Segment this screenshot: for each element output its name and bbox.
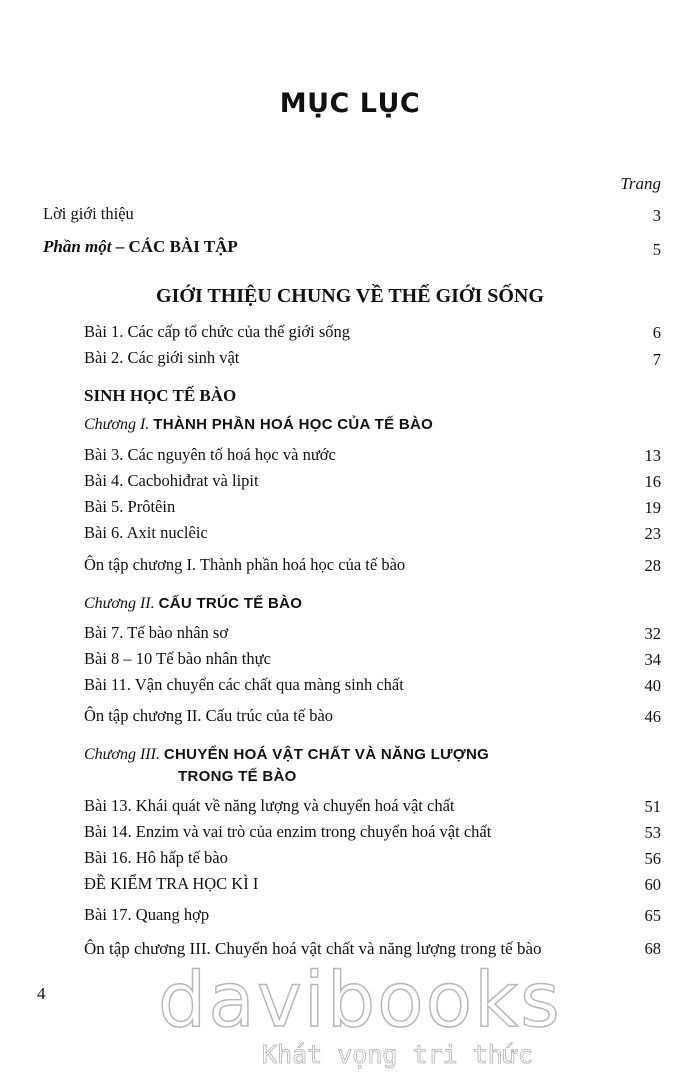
- toc-page: 23: [644, 524, 661, 543]
- section-heading-intro: GIỚI THIỆU CHUNG VỀ THẾ GIỚI SỐNG: [156, 285, 544, 307]
- toc-page: 32: [644, 624, 661, 643]
- toc-entry: Ôn tập chương II. Cấu trúc của tế bào: [84, 706, 334, 725]
- chapter-heading-3: [84, 746, 489, 764]
- watermark-slogan: Khát vọng tri thức: [262, 1040, 533, 1069]
- chapter-heading-1: [84, 416, 433, 434]
- part-label: Phần một: [43, 237, 112, 256]
- toc-entry: Bài 11. Vận chuyển các chất qua màng sinh chất: [84, 675, 404, 694]
- toc-entry: ĐỀ KIỂM TRA HỌC KÌ I: [84, 874, 259, 893]
- toc-page-intro: 3: [652, 206, 661, 225]
- chapter-label: Chương III.: [84, 746, 160, 763]
- toc-entry: Bài 4. Cacbohiđrat và lipit: [84, 471, 259, 490]
- toc-page: 28: [644, 556, 661, 575]
- toc-page: 6: [652, 323, 661, 342]
- toc-entry: Bài 16. Hô hấp tế bào: [84, 848, 228, 867]
- toc-entry: Bài 7. Tế bào nhân sơ: [84, 623, 229, 642]
- toc-page: 40: [644, 676, 661, 695]
- toc-page: 19: [644, 498, 661, 517]
- chapter-label: Chương I.: [84, 416, 150, 433]
- toc-page: 51: [644, 797, 661, 816]
- toc-entry-intro: Lời giới thiệu: [43, 204, 134, 223]
- toc-entry: Ôn tập chương III. Chuyển hoá vật chất và năng lượng trong tế bào: [84, 939, 542, 958]
- part-heading: [43, 237, 238, 257]
- toc-page: 34: [644, 650, 661, 669]
- chapter-title: CẤU TRÚC TẾ BÀO: [158, 595, 303, 612]
- toc-entry: Bài 2. Các giới sinh vật: [84, 348, 240, 367]
- chapter-label: Chương II.: [84, 595, 155, 612]
- toc-page: 53: [644, 823, 661, 842]
- toc-entry: Ôn tập chương I. Thành phần hoá học của tế bào: [84, 555, 406, 574]
- toc-page: 68: [644, 939, 661, 958]
- toc-page-part: 5: [652, 240, 661, 259]
- section-heading-cell-biology: SINH HỌC TẾ BÀO: [84, 386, 237, 405]
- toc-entry: Bài 1. Các cấp tổ chức của thế giới sống: [84, 322, 351, 341]
- toc-page: 16: [644, 472, 661, 491]
- chapter-title-continued: TRONG TẾ BÀO: [178, 768, 297, 785]
- toc-page: 60: [644, 875, 661, 894]
- page-title: MỤC LỤC: [279, 88, 421, 119]
- chapter-heading-2: [84, 595, 302, 613]
- toc-page: 65: [644, 906, 661, 925]
- part-title: CÁC BÀI TẬP: [128, 237, 238, 256]
- page-number: 4: [37, 984, 46, 1003]
- toc-entry: Bài 3. Các nguyên tố hoá học và nước: [84, 445, 336, 464]
- chapter-title: THÀNH PHẦN HOÁ HỌC CỦA TẾ BÀO: [153, 416, 434, 433]
- toc-page: 7: [652, 350, 661, 369]
- toc-entry: Bài 8 – 10 Tế bào nhân thực: [84, 649, 271, 668]
- toc-page: 46: [644, 707, 661, 726]
- toc-entry: Bài 5. Prôtêin: [84, 497, 176, 516]
- page-column-label: Trang: [620, 174, 661, 193]
- toc-entry: Bài 13. Khái quát về năng lượng và chuyển hoá vật chất: [84, 796, 455, 815]
- toc-page: 13: [644, 446, 661, 465]
- watermark-brand: davibooks: [158, 955, 562, 1044]
- toc-entry: Bài 6. Axit nuclêic: [84, 523, 208, 542]
- toc-entry: Bài 14. Enzim và vai trò của enzim trong chuyển hoá vật chất: [84, 822, 492, 841]
- toc-page: 56: [644, 849, 661, 868]
- part-separator: –: [111, 237, 129, 256]
- toc-entry: Bài 17. Quang hợp: [84, 905, 210, 924]
- chapter-title: CHUYỂN HOÁ VẬT CHẤT VÀ NĂNG LƯỢNG: [163, 746, 490, 763]
